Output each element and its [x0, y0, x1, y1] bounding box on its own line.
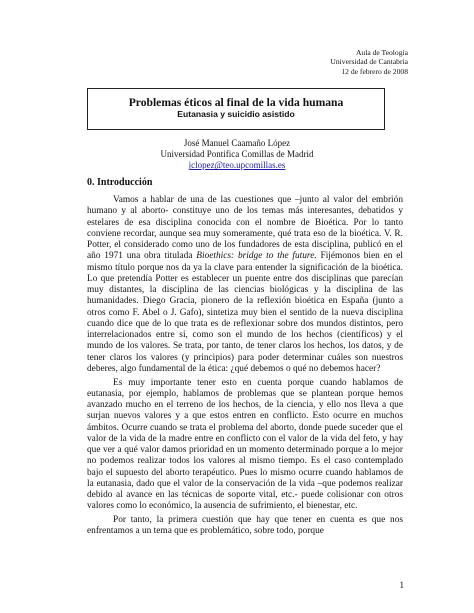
- body-text: [87, 195, 403, 538]
- section-heading: 0. Introducción: [87, 177, 153, 188]
- paragraph-3: Por tanto, la primera cuestión que hay que tener en cuenta es que nos enfrentamos a un tema que es problemático, sobre todo, porque: [87, 515, 403, 537]
- paragraph-2: Es muy importante tener esto en cuenta porque cuando hablamos de eutanasia, por ejemplo, hablamos de problemas que se plantean porque hemos avanzado mucho en el terreno de los hechos, de la ciencia, y ello nos lleva a que surjan nuevos valores y a que estos entren en conflicto. Esto ocurre en muchos ámbitos. Ocurre cuando se trata el problema del aborto, donde puede suceder que el valor de la vida de la madre entre en conflicto con el valor de la vida del feto, y hay que ver a qué valor damos prioridad en un momento determinado porque a lo mejor no podemos realizar todos los valores al mismo tiempo. Es el caso contemplado bajo el supuesto del aborto terapéutico. Pues lo mismo ocurre cuando hablamos de la eutanasia, dado que el valor de la conservación de la vida –que podemos realizar debido al avance en las técnicas de soporte vital, etc.- puede colisionar con otros valores como lo económico, la ausencia de sufrimiento, el bienestar, etc.: [87, 377, 403, 512]
- header-info: [330, 48, 408, 76]
- header-date: 12 de febrero de 2008: [341, 66, 408, 76]
- author-email-link[interactable]: jclopez@teo.upcomillas.es: [188, 160, 286, 171]
- paragraph-1-text-b: Fijémonos bien en el mismo título porque nos da ya la clave para entender la significación de la bioética. Lo que pretendía Potter es establecer un puente entre dos disciplinas que parecían muy distantes, la disciplina de las ciencias biológicas y la disciplina de las humanidades. Diego Gracia, pionero de la reflexión bioética en España (junto a otros como F. Abel o J. Gafo), sintetiza muy bien el sentido de la nueva disciplina cuando dice que de lo que trata es de reflexionar sobre dos mundos distintos, pero interrelacionados entre sí, como son el mundo de los hechos (científicos) y el mundo de los valores. Se trata, por tanto, de tener claros los hechos, los datos, y de tener claros los valores (y principios) para poder determinar cuáles son nuestros deberes, algo fundamental de la ética: ¿qué debemos o qué no debemos hacer?: [87, 251, 403, 374]
- author-institution: Universidad Pontifica Comillas de Madrid: [160, 149, 314, 160]
- title-box: [87, 88, 385, 130]
- header-university: Universidad de Cantabria: [330, 57, 408, 67]
- document-title: Problemas éticos al final de la vida humana: [128, 96, 344, 109]
- paragraph-1: [87, 195, 403, 375]
- paragraph-1-text-a: Vamos a hablar de una de las cuestiones que –junto al valor del embrión humano y al aborto- constituye uno de los temas más interesantes, debatidos y estelares de esa disciplina conocida con el nombre de Bioética. Por lo tanto conviene recordar, aunque sea muy someramente, qué trata eso de la bioética. V. R. Potter, el considerado como uno de los fundadores de esta disciplina, publicó en el año 1971 una obra titulada: [87, 195, 403, 262]
- author-block: [0, 138, 474, 172]
- header-course: Aula de Teología: [355, 48, 408, 57]
- book-title-italic: Bioethics: bridge to the future.: [196, 251, 317, 262]
- document-subtitle: Eutanasia y suicidio asistido: [177, 109, 295, 119]
- page-number: 1: [399, 580, 404, 590]
- author-name: José Manuel Caamaño López: [183, 138, 291, 148]
